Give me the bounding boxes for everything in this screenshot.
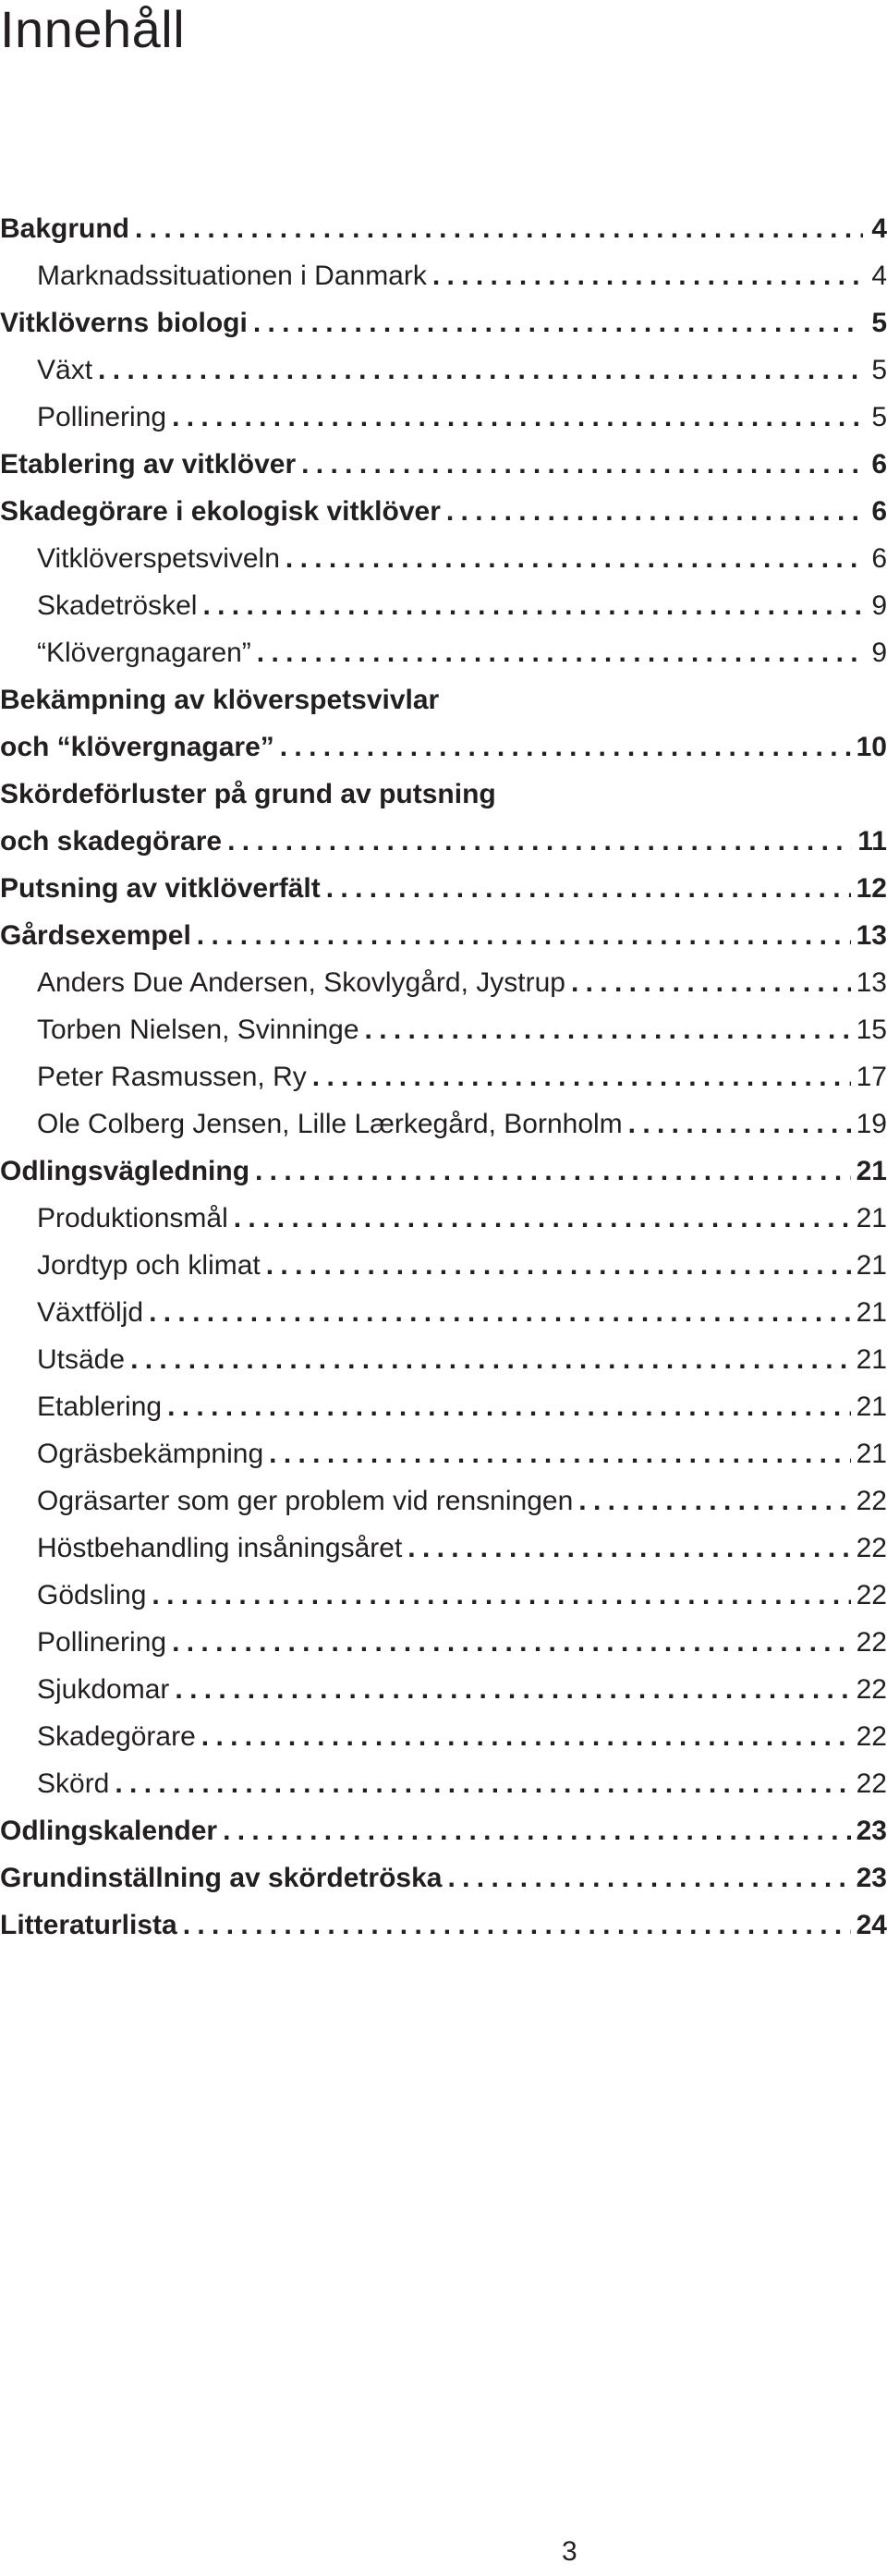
toc-entry[interactable] — [0, 1006, 887, 1053]
dot-leader — [172, 394, 863, 441]
toc-entry[interactable] — [0, 865, 887, 912]
toc-entry-page-number: 4 — [871, 213, 887, 244]
toc-entry-label: Etablering av vitklöver — [0, 449, 297, 480]
dot-leader — [172, 1619, 851, 1666]
dot-leader — [149, 1289, 851, 1336]
toc-entry[interactable] — [0, 1336, 887, 1383]
toc-entry-page-number: 9 — [871, 590, 887, 621]
toc-entry[interactable] — [0, 912, 887, 959]
toc-entry-label: Torben Nielsen, Svinninge — [37, 1015, 359, 1045]
dot-leader — [269, 1430, 850, 1477]
toc-entry[interactable] — [0, 1525, 887, 1572]
toc-entry[interactable] — [0, 252, 887, 299]
dot-leader — [446, 488, 863, 535]
toc-entry[interactable] — [0, 1242, 887, 1289]
toc-entry-page-number: 21 — [856, 1203, 887, 1233]
toc-entry-page-number: 9 — [871, 638, 887, 668]
toc-entry-page-number: 22 — [856, 1768, 887, 1799]
toc-entry-label: Gödsling — [37, 1580, 147, 1610]
toc-entry-page-number: 6 — [871, 449, 887, 480]
dot-leader — [183, 1902, 851, 1949]
dot-leader — [197, 912, 851, 959]
dot-leader — [286, 535, 863, 582]
toc-entry-label: Peter Rasmussen, Ry — [37, 1062, 307, 1092]
toc-entry[interactable] — [0, 1477, 887, 1525]
page-title: Innehåll — [0, 0, 186, 58]
toc-entry-label: Marknadssituationen i Danmark — [37, 261, 427, 291]
toc-entry-label: Vitklöverns biologi — [0, 308, 248, 338]
dot-leader — [432, 252, 863, 299]
dot-leader — [571, 959, 851, 1006]
toc-entry[interactable] — [0, 582, 887, 629]
toc-entry-page-number: 22 — [856, 1533, 887, 1563]
toc-entry[interactable] — [0, 394, 887, 441]
dot-leader — [365, 1006, 851, 1053]
toc-entry-page-number: 22 — [856, 1486, 887, 1516]
toc-entry-page-number: 21 — [856, 1391, 887, 1422]
toc-entry-label: Höstbehandling insåningsåret — [37, 1533, 403, 1563]
toc-entry[interactable] — [0, 1289, 887, 1336]
toc-entry-page-number: 23 — [856, 1863, 887, 1893]
dot-leader — [223, 1807, 851, 1854]
toc-entry-label: Ogräsarter som ger problem vid rensningen — [37, 1486, 574, 1516]
toc-entry-label: Växt — [37, 355, 93, 385]
toc-entry[interactable] — [0, 959, 887, 1006]
toc-entry[interactable] — [0, 676, 887, 723]
toc-entry[interactable] — [0, 818, 887, 865]
toc-entry-page-number: 22 — [856, 1674, 887, 1705]
table-of-contents — [0, 205, 887, 1949]
toc-entry-label: Bakgrund — [0, 213, 130, 244]
toc-entry-page-number: 6 — [871, 543, 887, 574]
toc-entry-label: Etablering — [37, 1391, 163, 1422]
toc-entry-label: Skadetröskel — [37, 590, 198, 621]
toc-entry[interactable] — [0, 1854, 887, 1902]
toc-entry-label: Odlingsvägledning — [0, 1156, 250, 1186]
toc-entry-page-number: 21 — [856, 1156, 887, 1186]
dot-leader — [115, 1760, 850, 1807]
dot-leader — [253, 299, 863, 346]
toc-entry[interactable] — [0, 723, 887, 771]
toc-entry[interactable] — [0, 1619, 887, 1666]
toc-entry[interactable] — [0, 1807, 887, 1854]
toc-entry-page-number: 22 — [856, 1627, 887, 1658]
toc-entry-label: “Klövergnagaren” — [37, 638, 251, 668]
toc-entry-label: Jordtyp och klimat — [37, 1250, 261, 1281]
dot-leader — [152, 1572, 850, 1619]
toc-entry-label: Ole Colberg Jensen, Lille Lærkegård, Bornholm — [37, 1109, 623, 1139]
dot-leader — [98, 346, 863, 394]
dot-leader — [175, 1666, 850, 1713]
toc-entry-label: Produktionsmål — [37, 1203, 228, 1233]
toc-entry-label: Putsning av vitklöverfält — [0, 873, 321, 904]
toc-entry-page-number: 21 — [856, 1439, 887, 1469]
toc-entry[interactable] — [0, 1666, 887, 1713]
toc-entry-page-number: 6 — [871, 496, 887, 527]
page-number: 3 — [562, 2536, 577, 2567]
dot-leader — [227, 818, 852, 865]
dot-leader — [266, 1242, 851, 1289]
toc-entry-label: och “klövergnagare” — [0, 732, 274, 762]
toc-entry-label: Skördeförluster på grund av putsning — [0, 779, 496, 809]
toc-entry-label: Gårdsexempel — [0, 920, 191, 951]
toc-entry-page-number: 17 — [856, 1062, 887, 1092]
toc-entry-page-number: 10 — [856, 732, 887, 762]
toc-entry[interactable] — [0, 1100, 887, 1148]
toc-entry-label: Skadegörare i ekologisk vitklöver — [0, 496, 441, 527]
toc-entry[interactable] — [0, 1148, 887, 1195]
toc-entry-page-number: 19 — [856, 1109, 887, 1139]
toc-entry-label: Anders Due Andersen, Skovlygård, Jystrup — [37, 967, 565, 998]
dot-leader — [130, 1336, 851, 1383]
toc-entry[interactable] — [0, 1195, 887, 1242]
toc-entry[interactable] — [0, 629, 887, 676]
toc-entry-page-number: 15 — [856, 1015, 887, 1045]
toc-entry[interactable] — [0, 1760, 887, 1807]
toc-entry-page-number: 22 — [856, 1721, 887, 1752]
toc-entry-page-number: 21 — [856, 1250, 887, 1281]
dot-leader — [447, 1854, 850, 1902]
toc-entry-page-number: 5 — [871, 308, 887, 338]
toc-entry-page-number: 11 — [857, 826, 887, 857]
toc-entry-label: Växtföljd — [37, 1297, 144, 1328]
dot-leader — [280, 723, 851, 771]
dot-leader — [312, 1053, 851, 1100]
toc-entry[interactable] — [0, 1902, 887, 1949]
toc-entry[interactable] — [0, 535, 887, 582]
dot-leader — [202, 582, 863, 629]
dot-leader — [234, 1195, 851, 1242]
toc-entry[interactable] — [0, 771, 887, 818]
toc-entry-page-number: 21 — [856, 1297, 887, 1328]
toc-entry-page-number: 13 — [856, 967, 887, 998]
toc-entry[interactable] — [0, 346, 887, 394]
dot-leader — [135, 205, 863, 252]
dot-leader — [628, 1100, 851, 1148]
dot-leader — [326, 865, 851, 912]
toc-entry-label: Utsäde — [37, 1344, 126, 1375]
toc-entry-page-number: 13 — [856, 920, 887, 951]
toc-entry-page-number: 22 — [856, 1580, 887, 1610]
toc-entry-label: Pollinering — [37, 1627, 167, 1658]
dot-leader — [578, 1477, 850, 1525]
toc-entry-label: Sjukdomar — [37, 1674, 170, 1705]
toc-entry-label: Ogräsbekämpning — [37, 1439, 264, 1469]
toc-entry[interactable] — [0, 1430, 887, 1477]
dot-leader — [255, 1148, 851, 1195]
dot-leader — [167, 1383, 851, 1430]
toc-entry[interactable] — [0, 1383, 887, 1430]
toc-entry-page-number: 23 — [856, 1816, 887, 1846]
toc-entry[interactable] — [0, 441, 887, 488]
toc-entry[interactable] — [0, 299, 887, 346]
toc-entry[interactable] — [0, 1572, 887, 1619]
dot-leader — [201, 1713, 851, 1760]
toc-entry[interactable] — [0, 1053, 887, 1100]
toc-entry-page-number: 12 — [856, 873, 887, 904]
toc-entry-label: Litteraturlista — [0, 1910, 177, 1940]
dot-leader — [407, 1525, 850, 1572]
toc-entry-label: Skadegörare — [37, 1721, 196, 1752]
toc-entry-label: Bekämpning av klöverspetsvivlar — [0, 685, 440, 715]
toc-entry-page-number: 24 — [856, 1910, 887, 1940]
toc-entry-page-number: 5 — [871, 402, 887, 432]
dot-leader — [257, 629, 863, 676]
toc-entry-page-number: 21 — [856, 1344, 887, 1375]
dot-leader — [301, 441, 863, 488]
toc-entry-label: Odlingskalender — [0, 1816, 218, 1846]
toc-entry[interactable] — [0, 488, 887, 535]
toc-entry-label: Grundinställning av skördetröska — [0, 1863, 443, 1893]
toc-entry-label: Skörd — [37, 1768, 110, 1799]
toc-entry-page-number: 4 — [871, 261, 887, 291]
toc-entry-label: Pollinering — [37, 402, 167, 432]
toc-entry-page-number: 5 — [871, 355, 887, 385]
toc-entry-label: och skadegörare — [0, 826, 223, 857]
toc-entry[interactable] — [0, 205, 887, 252]
toc-entry-label: Vitklöverspetsviveln — [37, 543, 280, 574]
toc-entry[interactable] — [0, 1713, 887, 1760]
